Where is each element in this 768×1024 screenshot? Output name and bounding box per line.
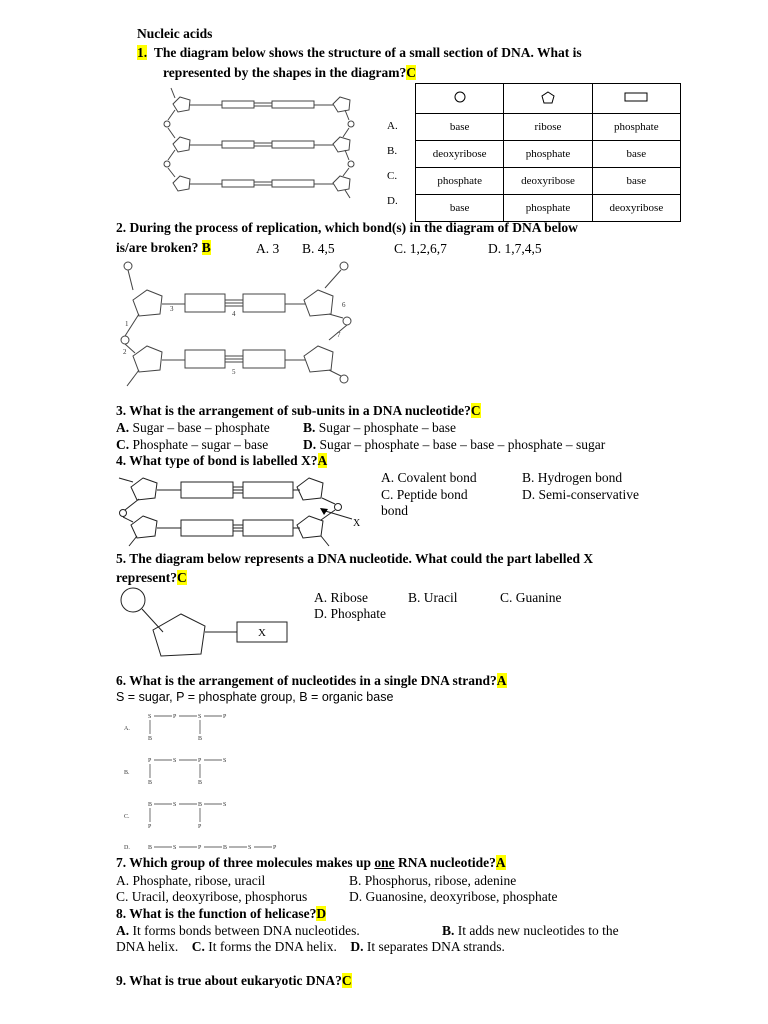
q7-answer: A xyxy=(495,855,506,870)
q4-opt-b: B. Hydrogen bond xyxy=(522,470,623,485)
q5-nucleotide-diagram xyxy=(115,586,295,666)
q3-opt-c xyxy=(116,437,268,453)
q4-answer: A xyxy=(317,453,328,468)
q4-dna-diagram xyxy=(115,470,375,550)
q2-line1: 2. During the process of replication, which bond(s) in the diagram of DNA below xyxy=(116,220,578,235)
q1-opt-letter-d: D. xyxy=(387,195,398,207)
pentagon-shape-icon xyxy=(541,91,555,104)
base-label: B xyxy=(223,845,228,851)
q8-line2 xyxy=(116,939,505,955)
q6-option-c-label: C. xyxy=(124,814,130,820)
base-label: B xyxy=(198,780,203,786)
q5-line2 xyxy=(116,570,187,586)
q6-text: 6. What is the arrangement of nucleotides in a single DNA strand? xyxy=(116,673,497,688)
bond-label-4: 4 xyxy=(232,310,236,318)
q5-answer: C xyxy=(177,570,187,585)
q5-line1: 5. The diagram below represents a DNA nucleotide. What could the part labelled X xyxy=(116,551,594,566)
bond-label-6: 6 xyxy=(342,301,346,309)
phosphate-label: P xyxy=(173,714,177,720)
q6-option-d-label: D. xyxy=(124,845,130,851)
phosphate-label: P xyxy=(148,758,152,764)
q8-line2-text: DNA helix. xyxy=(116,939,179,954)
phosphate-label: P xyxy=(223,714,227,720)
q1-line2 xyxy=(163,65,416,81)
base-label: B xyxy=(148,845,153,851)
table-cell: phosphate xyxy=(504,195,592,222)
q6-option-a-label: A. xyxy=(124,726,130,732)
q5-opt-a: A. Ribose xyxy=(314,590,368,605)
q9-answer: C xyxy=(341,973,352,988)
q7-opt-b: B. Phosphorus, ribose, adenine xyxy=(349,873,517,888)
table-cell: deoxyribose xyxy=(416,141,504,168)
bond-label-3: 3 xyxy=(170,305,174,313)
sugar-label: S xyxy=(198,714,202,720)
q1-options-table xyxy=(415,83,681,222)
q8-opt-a-text: It forms bonds between DNA nucleotides. xyxy=(129,923,360,938)
table-cell: base xyxy=(592,141,680,168)
q8-opt-a-letter: A. xyxy=(116,923,130,938)
bond-label-2: 2 xyxy=(123,348,127,356)
table-cell: deoxyribose xyxy=(592,195,680,222)
page-title: Nucleic acids xyxy=(137,26,213,41)
q5-opt-c: C. Guanine xyxy=(500,590,562,605)
base-label: B xyxy=(148,802,153,808)
base-label: B xyxy=(198,802,203,808)
q6-legend: S = sugar, P = phosphate group, B = organic base xyxy=(116,690,394,704)
q7-opt-a: A. Phosphate, ribose, uracil xyxy=(116,873,266,888)
q4-opt-d: D. Semi-conservative xyxy=(522,487,639,502)
table-row xyxy=(416,141,681,168)
q4-text: 4. What type of bond is labelled X? xyxy=(116,453,318,468)
table-cell: phosphate xyxy=(416,168,504,195)
phosphate-label: P xyxy=(198,824,202,830)
q2-answer: B xyxy=(201,240,211,255)
q1-line1-text: The diagram below shows the structure of a small section of DNA. What is xyxy=(153,45,582,60)
q2-dna-diagram xyxy=(115,258,365,398)
bond-label-5: 5 xyxy=(232,368,236,376)
table-row xyxy=(416,195,681,222)
q2-line2-text: is/are broken? xyxy=(116,240,199,255)
table-cell: deoxyribose xyxy=(504,168,592,195)
phosphate-label: P xyxy=(148,824,152,830)
q3-question xyxy=(116,403,481,419)
q7-text-underline: one xyxy=(374,855,395,870)
q6-question xyxy=(116,673,507,689)
q8-opt-b-text: It adds new nucleotides to the xyxy=(454,923,619,938)
q8-opt-d-letter: D. xyxy=(350,939,364,954)
table-cell: ribose xyxy=(504,114,592,141)
q4-opt-a: A. Covalent bond xyxy=(381,470,477,485)
q3-opt-c-text: Phosphate – sugar – base xyxy=(129,437,269,452)
bond-label-1: 1 xyxy=(125,320,129,328)
q3-opt-d xyxy=(303,437,605,453)
table-cell: base xyxy=(416,114,504,141)
q5-opt-b: B. Uracil xyxy=(408,590,458,605)
table-cell: base xyxy=(416,195,504,222)
sugar-label: S xyxy=(173,802,177,808)
q1-opt-letter-c: C. xyxy=(387,170,398,182)
q7-opt-c: C. Uracil, deoxyribose, phosphorus xyxy=(116,889,308,904)
sugar-label: S xyxy=(223,758,227,764)
table-row xyxy=(416,114,681,141)
q1-number: 1. xyxy=(137,45,148,60)
q7-opt-d: D. Guanosine, deoxyribose, phosphate xyxy=(349,889,558,904)
q8-answer: D xyxy=(316,906,327,921)
q1-opt-letter-a: A. xyxy=(387,120,398,132)
q1-dna-diagram xyxy=(160,80,375,200)
table-row xyxy=(416,168,681,195)
q7-question xyxy=(116,855,506,871)
q6-option-b-label: B. xyxy=(124,770,130,776)
sugar-label: S xyxy=(173,845,177,851)
q8-opt-c-letter: C. xyxy=(191,939,205,954)
q3-answer: C xyxy=(470,403,481,418)
q3-opt-a-letter: A. xyxy=(116,420,130,435)
q3-opt-b-text: Sugar – phosphate – base xyxy=(315,420,456,435)
sugar-label: S xyxy=(223,802,227,808)
base-label: B xyxy=(148,736,153,742)
q6-answer: A xyxy=(496,673,507,688)
q9-question xyxy=(116,973,352,989)
bond-label-7: 7 xyxy=(337,331,341,339)
q8-opt-b-letter: B. xyxy=(442,923,455,938)
q4-opt-d-cont: bond xyxy=(381,503,408,518)
q1-opt-letter-b: B. xyxy=(387,145,398,157)
table-cell: phosphate xyxy=(504,141,592,168)
base-label: B xyxy=(148,780,153,786)
q2-opt-c: C. 1,2,6,7 xyxy=(394,241,447,256)
phosphate-label: P xyxy=(198,758,202,764)
q9-text: 9. What is true about eukaryotic DNA? xyxy=(116,973,342,988)
sugar-label: S xyxy=(248,845,252,851)
q4-opt-c: C. Peptide bond xyxy=(381,487,468,502)
q8-opt-b xyxy=(442,923,619,939)
circle-header xyxy=(416,84,504,114)
q3-opt-b-letter: B. xyxy=(303,420,316,435)
phosphate-label: P xyxy=(198,845,202,851)
q4-question xyxy=(116,453,327,469)
q8-opt-a xyxy=(116,923,360,939)
q3-opt-c-letter: C. xyxy=(116,437,130,452)
pentagon-header xyxy=(504,84,592,114)
q1-line1 xyxy=(137,45,582,61)
q2-line2 xyxy=(116,240,211,256)
q3-opt-d-text: Sugar – phosphate – base – base – phosphate – sugar xyxy=(316,437,606,452)
q3-text: 3. What is the arrangement of sub-units in a DNA nucleotide? xyxy=(116,403,471,418)
q1-line2-text: represented by the shapes in the diagram? xyxy=(163,65,407,80)
phosphate-label: P xyxy=(273,845,277,851)
q8-opt-d-text: It separates DNA strands. xyxy=(363,939,505,954)
q8-opt-c-text: It forms the DNA helix. xyxy=(204,939,337,954)
q6-strand-diagram xyxy=(118,706,298,856)
rectangle-header xyxy=(592,84,680,114)
sugar-label: S xyxy=(148,714,152,720)
q2-opt-b: B. 4,5 xyxy=(302,241,335,256)
q8-question xyxy=(116,906,326,922)
q3-opt-a xyxy=(116,420,270,436)
rectangle-shape-icon xyxy=(624,92,648,102)
q2-opt-a: A. 3 xyxy=(256,241,280,256)
q5-line2-text: represent? xyxy=(116,570,177,585)
q3-opt-d-letter: D. xyxy=(303,437,317,452)
q3-opt-b xyxy=(303,420,456,436)
q1-answer: C xyxy=(406,65,417,80)
table-cell: phosphate xyxy=(592,114,680,141)
circle-shape-icon xyxy=(454,91,466,103)
q7-text-pre: 7. Which group of three molecules makes up xyxy=(116,855,375,870)
q2-opt-d: D. 1,7,4,5 xyxy=(488,241,542,256)
q8-text: 8. What is the function of helicase? xyxy=(116,906,317,921)
q5-box-label: X xyxy=(258,627,266,639)
base-label: B xyxy=(198,736,203,742)
q5-opt-d: D. Phosphate xyxy=(314,606,386,621)
table-cell: base xyxy=(592,168,680,195)
q3-opt-a-text: Sugar – base – phosphate xyxy=(129,420,270,435)
q4-x-label: X xyxy=(353,518,361,529)
sugar-label: S xyxy=(173,758,177,764)
q7-text-post: RNA nucleotide? xyxy=(394,855,496,870)
